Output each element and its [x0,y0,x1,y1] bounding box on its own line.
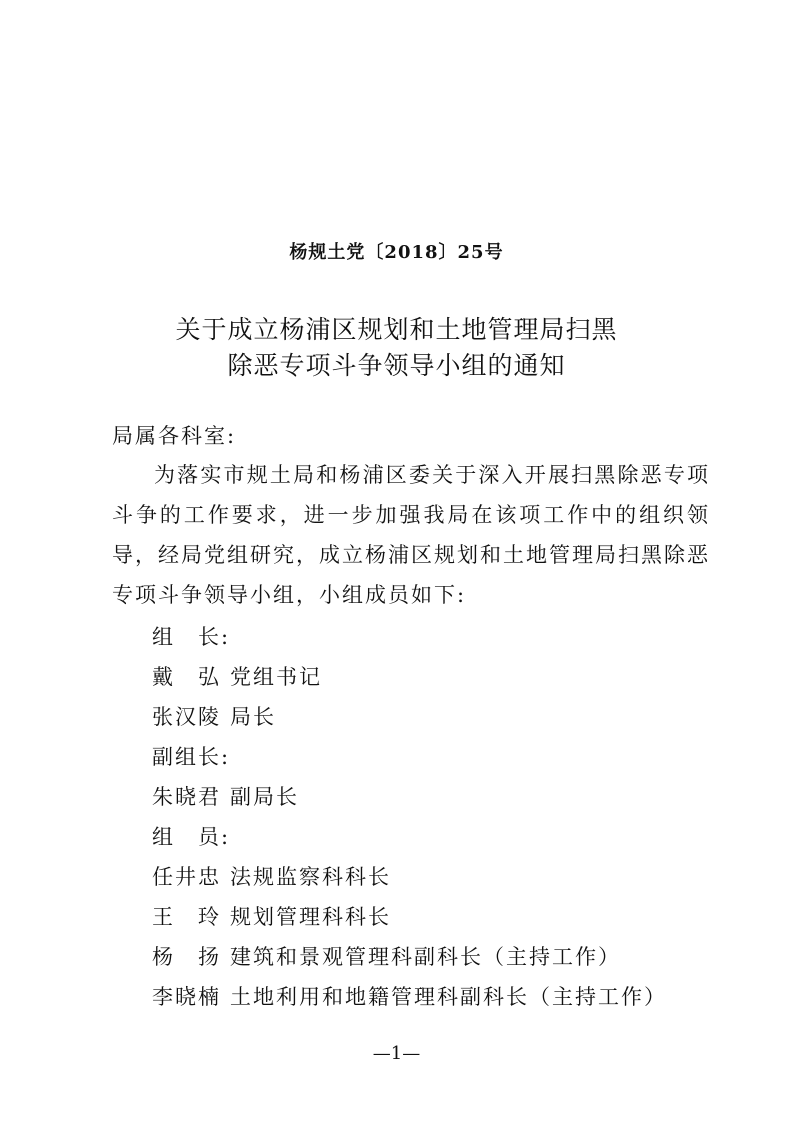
member-name: 组 员: [152,825,231,849]
member-role: 副局长 [230,785,299,809]
member-name: 任井忠 [152,865,221,889]
list-item [152,937,712,977]
list-item [152,857,712,897]
list-item [152,897,712,937]
member-role: 党组书记 [230,665,322,689]
document-title [0,312,793,384]
member-name: 杨 扬 [152,945,221,969]
list-item [152,657,712,697]
salutation: 局属各科室: [112,424,237,448]
list-item [152,977,712,1017]
page-number: —1— [372,1043,421,1064]
member-name: 戴 弘 [152,665,221,689]
member-name: 李晓楠 [152,985,221,1009]
body-paragraph: 为落实市规土局和杨浦区委关于深入开展扫黑除恶专项斗争的工作要求，进一步加强我局在该项工作中的组织领导，经局党组研究，成立杨浦区规划和土地管理局扫黑除恶专项斗争领导小组，小组成员如下: [112,463,710,607]
list-item [152,697,712,737]
list-item [152,817,712,857]
member-role: 局长 [230,705,276,729]
member-name: 朱晓君 [152,785,221,809]
title-line-2: 除恶专项斗争领导小组的通知 [227,351,566,380]
member-name: 副组长: [152,745,231,769]
document-number: 杨规土党〔2018〕25号 [289,242,504,263]
member-role: 建筑和景观管理科副科长（主持工作） [230,945,621,969]
list-item [152,617,712,657]
member-role: 土地利用和地籍管理科副科长（主持工作） [230,985,667,1009]
member-name: 张汉陵 [152,705,221,729]
member-role: 法规监察科科长 [230,865,391,889]
member-role: 规划管理科科长 [230,905,391,929]
title-line-1: 关于成立杨浦区规划和土地管理局扫黑 [175,315,618,344]
list-item [152,777,712,817]
member-list [152,617,712,1017]
member-name: 王 玲 [152,905,221,929]
member-name: 组 长: [152,625,231,649]
list-item [152,737,712,777]
